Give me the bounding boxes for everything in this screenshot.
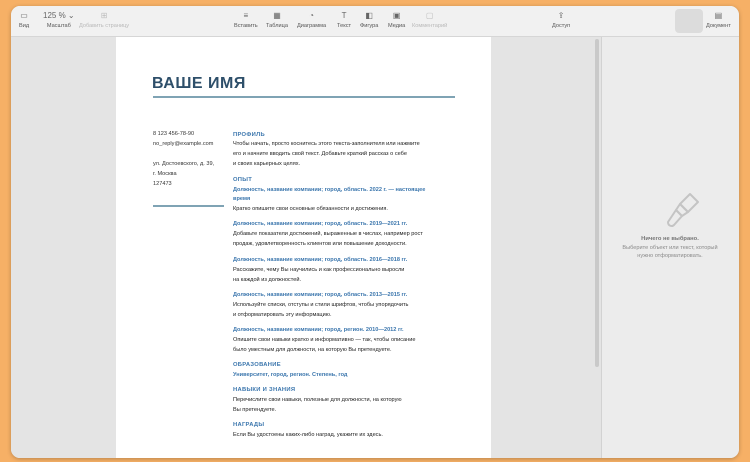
contact-address-street[interactable]: ул. Достоевского, д. 39,: [153, 161, 215, 167]
job-description[interactable]: на каждой из должностей.: [233, 277, 302, 283]
job-description[interactable]: Опишите свои навыки кратко и информативно — так, чтобы описание: [233, 337, 416, 343]
share-button[interactable]: ⇪ Доступ: [552, 11, 571, 29]
awards-heading[interactable]: НАГРАДЫ: [233, 422, 265, 428]
view-button[interactable]: ▭ Вид: [19, 11, 30, 29]
no-selection-hint: Выберите объект или текст, который нужно отформатировать.: [622, 245, 718, 259]
comment-icon: ▢: [425, 11, 434, 20]
job-description[interactable]: продаж, удовлетворенность клиентов или повышение доходности.: [233, 241, 407, 247]
job-title[interactable]: Должность, название компании; город, область. 2013—2015 гг.: [233, 292, 408, 298]
resume-name[interactable]: ВАШЕ ИМЯ: [152, 75, 246, 92]
job-title[interactable]: Должность, название компании; город, область. 2019—2021 гг.: [233, 221, 408, 227]
media-icon: ▣: [392, 11, 401, 20]
shape-icon: ◧: [365, 11, 373, 20]
zoom-control[interactable]: 125 % ⌄ Масштаб: [43, 11, 75, 29]
paintbrush-icon: [664, 190, 704, 230]
add-page-icon: ⊞: [100, 11, 108, 20]
contact-phone[interactable]: 8 123 456-78-90: [153, 131, 195, 137]
media-button[interactable]: ▣ Медиа: [388, 11, 406, 29]
skills-text[interactable]: Вы претендуете.: [233, 407, 277, 413]
job-title[interactable]: время: [233, 196, 251, 202]
profile-text[interactable]: его и начните вводить свой текст. Добавьте краткий рассказ о себе: [233, 151, 407, 157]
skills-text[interactable]: Перечислите свои навыки, полезные для должности, на которую: [233, 397, 402, 403]
table-icon: ▦: [273, 11, 281, 20]
zoom-value: 125 %: [43, 11, 66, 20]
education-entry[interactable]: Университет, город, регион. Степень, год: [233, 372, 348, 378]
contact-divider: [153, 205, 224, 207]
job-description[interactable]: и отформатировать эту информацию.: [233, 312, 332, 318]
job-description[interactable]: Добавьте показатели достижений, выраженные в числах, например рост: [233, 231, 423, 237]
insert-icon: ≡: [243, 11, 249, 20]
toolbar: [11, 6, 739, 37]
profile-heading[interactable]: ПРОФИЛЬ: [233, 132, 265, 138]
job-description[interactable]: было уместным для должности, на которую Вы претендуете.: [233, 347, 392, 353]
job-title[interactable]: Должность, название компании; город, область. 2016—2018 гг.: [233, 257, 408, 263]
experience-heading[interactable]: ОПЫТ: [233, 177, 253, 183]
comment-button[interactable]: ▢ Комментарий: [412, 11, 448, 29]
insert-button[interactable]: ≡ Вставить: [234, 11, 258, 29]
resume-page[interactable]: [116, 37, 491, 458]
share-icon: ⇪: [557, 11, 565, 20]
contact-email[interactable]: no_reply@example.com: [153, 141, 214, 147]
chevron-down-icon: ⌄: [67, 11, 75, 20]
profile-text[interactable]: Чтобы начать, просто коснитесь этого текста-заполнителя или нажмите: [233, 141, 420, 147]
job-title[interactable]: Должность, название компании; город, регион. 2010—2012 гг.: [233, 327, 404, 333]
text-box-icon: T: [341, 11, 347, 20]
document-icon: ▤: [714, 11, 723, 20]
sidebar-icon: ▭: [20, 11, 28, 20]
document-button[interactable]: ▤ Документ: [706, 11, 731, 29]
format-tab-highlight: [675, 9, 703, 33]
no-selection-title: Ничего не выбрано.: [641, 236, 699, 242]
chart-icon: ◔: [309, 11, 314, 20]
job-description[interactable]: Используйте списки, отступы и стили шрифтов, чтобы упорядочить: [233, 302, 409, 308]
title-divider: [153, 96, 455, 98]
job-title[interactable]: Должность, название компании; город, область. 2022 г. — настоящее: [233, 187, 426, 193]
skills-heading[interactable]: НАВЫКИ И ЗНАНИЯ: [233, 387, 296, 393]
add-page-button[interactable]: ⊞ Добавить страницу: [79, 11, 130, 29]
pages-window: [11, 6, 739, 458]
job-description[interactable]: Расскажите, чему Вы научились и как профессионально выросли: [233, 267, 405, 273]
profile-text[interactable]: и своих карьерных целях.: [233, 161, 301, 167]
awards-text[interactable]: Если Вы удостоены каких-либо наград, укажите их здесь.: [233, 432, 383, 438]
chart-button[interactable]: ◔ Диаграмма: [297, 11, 327, 29]
text-button[interactable]: T Текст: [337, 11, 352, 29]
vertical-scrollbar[interactable]: [595, 39, 599, 367]
job-description[interactable]: Кратко опишите свои основные обязанности и достижения.: [233, 206, 388, 212]
table-button[interactable]: ▦ Таблица: [266, 11, 288, 29]
education-heading[interactable]: ОБРАЗОВАНИЕ: [233, 362, 281, 368]
contact-address-zip[interactable]: 127473: [153, 181, 172, 187]
contact-address-city[interactable]: г. Москва: [153, 171, 177, 177]
shape-button[interactable]: ◧ Фигура: [360, 11, 379, 29]
